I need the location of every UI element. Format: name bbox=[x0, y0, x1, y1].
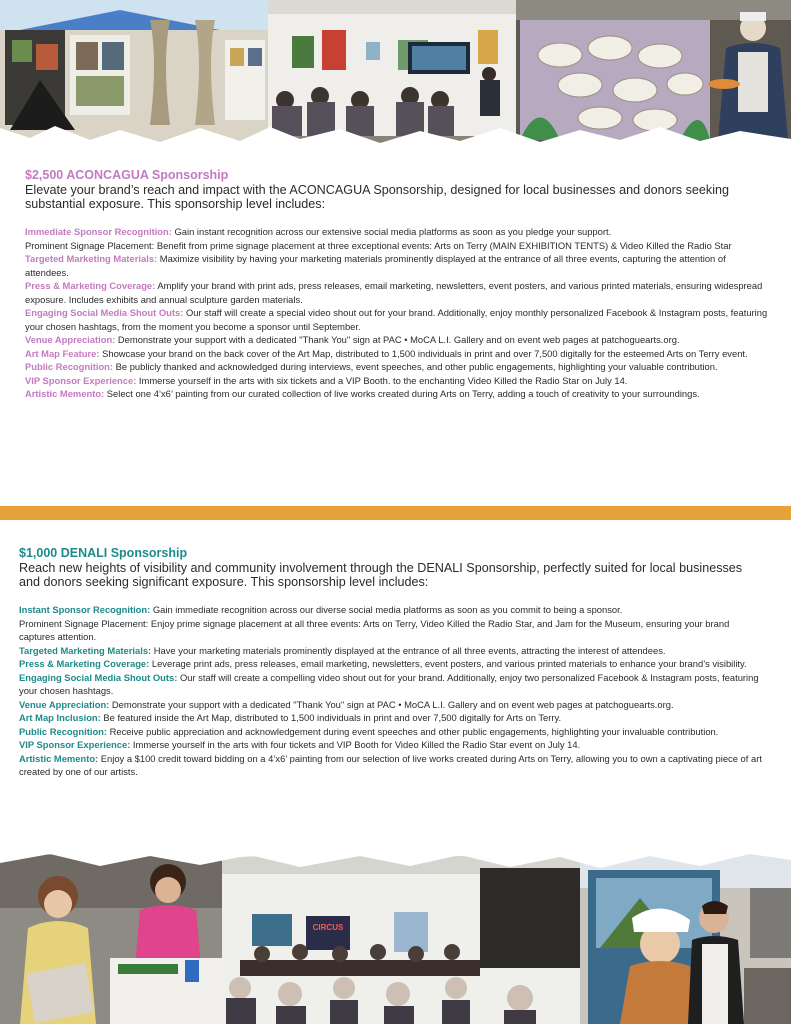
benefit-art-map-inclusion bbox=[19, 711, 767, 725]
benefit-text: Maximize visibility by having your marketing materials prominently displayed at the entrance of all three events, capturing the attention of attendees. bbox=[25, 253, 726, 278]
benefit-label: Press & Marketing Coverage: bbox=[19, 658, 150, 669]
benefit-label: Press & Marketing Coverage: bbox=[25, 280, 156, 291]
benefit-label: Immediate Sponsor Recognition: bbox=[25, 226, 172, 237]
benefit-press-marketing-coverage bbox=[25, 279, 770, 306]
benefit-text: Demonstrate your support with a dedicated "Thank You" sign at PAC • MoCA L.I. Gallery and on event web pages at patchoguearts.org. bbox=[109, 698, 674, 710]
benefit-public-recognition bbox=[25, 360, 770, 374]
benefit-text: Have your marketing materials prominently displayed at the entrance of all three events, attracting the interest of attendees. bbox=[151, 644, 666, 656]
benefit-art-map-feature bbox=[25, 347, 770, 361]
denali-sponsorship-section bbox=[0, 546, 791, 779]
benefit-instant-sponsor-recognition bbox=[19, 603, 767, 617]
benefit-text: Prominent Signage Placement: Enjoy prime signage placement at all three events: Arts on Terry, Video Killed the Radio Star, and Jam for the Museum, ensuring your brand captures attention. bbox=[19, 617, 730, 642]
benefit-label: Instant Sponsor Recognition: bbox=[19, 604, 151, 615]
top-photo-banner bbox=[0, 0, 791, 158]
benefit-label: Targeted Marketing Materials: bbox=[19, 644, 152, 656]
benefit-prominent-signage-placement bbox=[19, 617, 767, 644]
benefit-label: Public Recognition: bbox=[25, 361, 114, 372]
benefit-social-media-shout-outs bbox=[25, 306, 770, 333]
benefit-text: Immerse yourself in the arts with six tickets and a VIP Booth. to the enchanting Video Killed the Radio Star on July 14. bbox=[136, 374, 628, 386]
benefit-label: Artistic Memento: bbox=[25, 388, 105, 399]
benefit-text: Prominent Signage Placement: Benefit from prime signage placement at three exceptional events: Arts on Terry (MAIN EXHIBITION TENTS) & Video Killed the Radio Star bbox=[25, 239, 732, 251]
benefit-text: Immerse yourself in the arts with four tickets and VIP Booth for Video Killed the Radio Star event on July 14. bbox=[130, 739, 581, 750]
benefit-vip-sponsor-experience bbox=[25, 374, 770, 388]
denali-benefits-list bbox=[0, 603, 767, 779]
benefit-text: Amplify your brand with print ads, press releases, email marketing, newsletters, event posters, and various printed materials, ensuring widespread exposure. Includes exhibits and annual sculpture garden materials. bbox=[25, 280, 763, 305]
benefit-immediate-sponsor-recognition bbox=[25, 225, 770, 239]
benefit-label: VIP Sponsor Experience: bbox=[19, 739, 131, 750]
benefit-label: Targeted Marketing Materials: bbox=[25, 253, 158, 264]
benefit-targeted-marketing-materials bbox=[25, 252, 770, 279]
benefit-prominent-signage-placement bbox=[25, 239, 770, 253]
section-divider bbox=[0, 506, 791, 520]
benefit-vip-sponsor-experience bbox=[19, 738, 767, 752]
benefit-label: Venue Appreciation: bbox=[25, 334, 116, 345]
benefit-press-marketing-coverage bbox=[19, 657, 767, 671]
denali-title: $1,000 DENALI Sponsorship bbox=[19, 546, 188, 560]
artist-with-portrait-painting-photo bbox=[580, 848, 791, 1024]
screen-text: CIRCUS bbox=[312, 923, 344, 932]
bottom-photo-banner bbox=[0, 848, 791, 1024]
benefit-venue-appreciation bbox=[19, 698, 767, 712]
benefit-label: Art Map Feature: bbox=[25, 347, 100, 359]
benefit-text: Select one 4’x6’ painting from our curated collection of live works created during Arts on Terry, adding a touch of creativity to your surroundings. bbox=[104, 388, 700, 399]
benefit-text: Enjoy a $100 credit toward bidding on a 4’x6’ painting from our selection of live works created during Arts on Terry, allowing you to own a captivating piece of art created by one of our artists. bbox=[19, 752, 762, 777]
benefit-public-recognition bbox=[19, 725, 767, 739]
benefit-text: Gain immediate recognition across our diverse social media platforms as soon as you commit to being a sponsor. bbox=[150, 604, 623, 615]
benefit-label: Venue Appreciation: bbox=[19, 698, 110, 710]
benefit-text: Demonstrate your support with a dedicated "Thank You" sign at PAC • MoCA L.I. Gallery and on event web pages at patchoguearts.org. bbox=[115, 334, 680, 345]
benefit-text: Be featured inside the Art Map, distributed to 1,500 individuals in print and over 7,500 digitally for Arts on Terry. bbox=[100, 712, 562, 723]
children-drawing-photo bbox=[0, 848, 222, 1024]
benefit-text: Gain instant recognition across our extensive social media platforms as soon as you pledge your support. bbox=[171, 226, 612, 237]
benefit-text: Be publicly thanked and acknowledged during interviews, event speeches, and other public engagements, highlighting your valuable contribution. bbox=[113, 361, 718, 372]
benefit-targeted-marketing-materials bbox=[19, 644, 767, 658]
bottom-photo-collage bbox=[0, 848, 791, 1024]
benefit-text: Showcase your brand on the back cover of the Art Map, distributed to 1,500 individuals in print and over 7,500 digitally for the esteemed Arts on Terry event. bbox=[99, 347, 748, 359]
gallery-presentation-photo bbox=[268, 0, 516, 158]
benefit-label: Artistic Memento: bbox=[19, 752, 99, 764]
aconcagua-sponsorship-section bbox=[0, 168, 791, 401]
gallery-panel-discussion-photo bbox=[222, 848, 580, 1024]
benefit-artistic-memento bbox=[25, 387, 770, 401]
benefit-venue-appreciation bbox=[25, 333, 770, 347]
benefit-text: Leverage print ads, press releases, email marketing, newsletters, event posters, and various printed materials to enhance your brand’s visibility. bbox=[149, 658, 747, 669]
denali-intro: Reach new heights of visibility and community involvement through the DENALI Sponsorship, perfectly suited for local businesses and donors seeking significant exposure. This sponsorship level includes: bbox=[19, 561, 743, 589]
benefit-social-media-shout-outs bbox=[19, 671, 767, 698]
benefit-label: Engaging Social Media Shout Outs: bbox=[19, 671, 178, 683]
top-photo-collage bbox=[0, 0, 791, 158]
aconcagua-title: $2,500 ACONCAGUA Sponsorship bbox=[25, 168, 229, 182]
benefit-artistic-memento bbox=[19, 752, 767, 779]
benefit-text: Receive public appreciation and acknowledgement during event speeches and other public engagements, highlighting your invaluable contribution. bbox=[107, 725, 719, 737]
benefit-label: Public Recognition: bbox=[19, 725, 108, 737]
benefit-text: Our staff will create a special video shout out for your brand. Additionally, enjoy monthly personalized Facebook & Instagram posts, featuring your chosen hashtags, from the moment you become a sponsor until September. bbox=[25, 307, 768, 332]
benefit-label: VIP Sponsor Experience: bbox=[25, 374, 137, 386]
benefit-text: Our staff will create a compelling video shout out for your brand. Additionally, enjoy two personalized Facebook & Instagram posts, featuring your chosen hashtags. bbox=[19, 671, 759, 696]
aconcagua-benefits-list bbox=[0, 225, 770, 401]
aconcagua-intro: Elevate your brand’s reach and impact with the ACONCAGUA Sponsorship, designed for local businesses and donors seeking substantial exposure. This sponsorship level includes: bbox=[25, 183, 730, 211]
benefit-label: Engaging Social Media Shout Outs: bbox=[25, 307, 184, 318]
benefit-label: Art Map Inclusion: bbox=[19, 712, 101, 723]
